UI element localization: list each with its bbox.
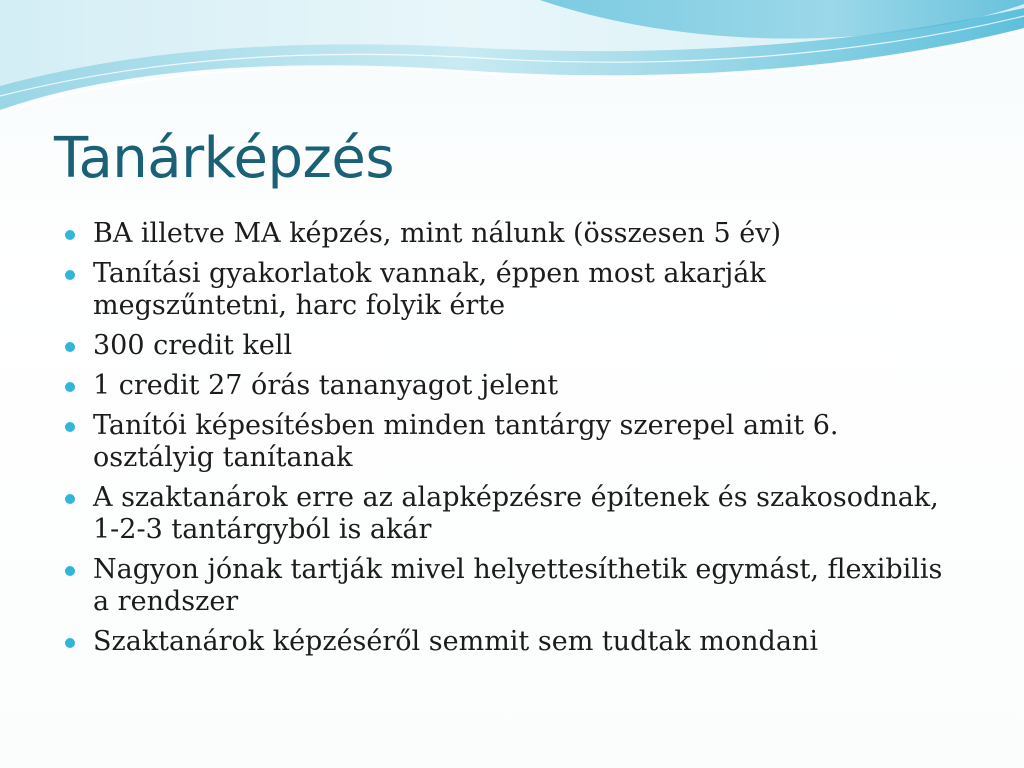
bullet-text: 1 credit 27 órás tananyagot jelent	[93, 370, 559, 401]
bullet-dot-icon	[65, 270, 75, 280]
bullet-text: Szaktanárok képzéséről semmit sem tudtak mondani	[93, 626, 818, 657]
header-wave-decoration	[0, 0, 1024, 130]
list-item	[64, 410, 964, 474]
bullet-dot-icon	[65, 342, 75, 352]
bullet-dot-icon	[65, 382, 75, 392]
bullet-text: Tanítói képesítésben minden tantárgy szerepel amit 6. osztályig tanítanak	[93, 410, 839, 473]
list-item	[64, 482, 964, 546]
bullet-dot-icon	[65, 230, 75, 240]
list-item	[64, 330, 964, 362]
bullet-text: Nagyon jónak tartják mivel helyettesíthetik egymást, flexibilis a rendszer	[93, 554, 943, 617]
bullet-text: BA illetve MA képzés, mint nálunk (összesen 5 év)	[93, 218, 781, 249]
bullet-list	[64, 218, 964, 666]
list-item	[64, 626, 964, 658]
bullet-text: A szaktanárok erre az alapképzésre építenek és szakosodnak, 1-2-3 tantárgyból is akár	[93, 482, 939, 545]
slide-title: Tanárképzés	[54, 126, 395, 191]
list-item	[64, 258, 964, 322]
list-item	[64, 370, 964, 402]
bullet-text: 300 credit kell	[93, 330, 293, 361]
bullet-dot-icon	[65, 422, 75, 432]
bullet-dot-icon	[65, 566, 75, 576]
list-item	[64, 218, 964, 250]
bullet-dot-icon	[65, 494, 75, 504]
bullet-text: Tanítási gyakorlatok vannak, éppen most akarják megszűntetni, harc folyik érte	[93, 258, 766, 321]
bullet-dot-icon	[65, 638, 75, 648]
list-item	[64, 554, 964, 618]
